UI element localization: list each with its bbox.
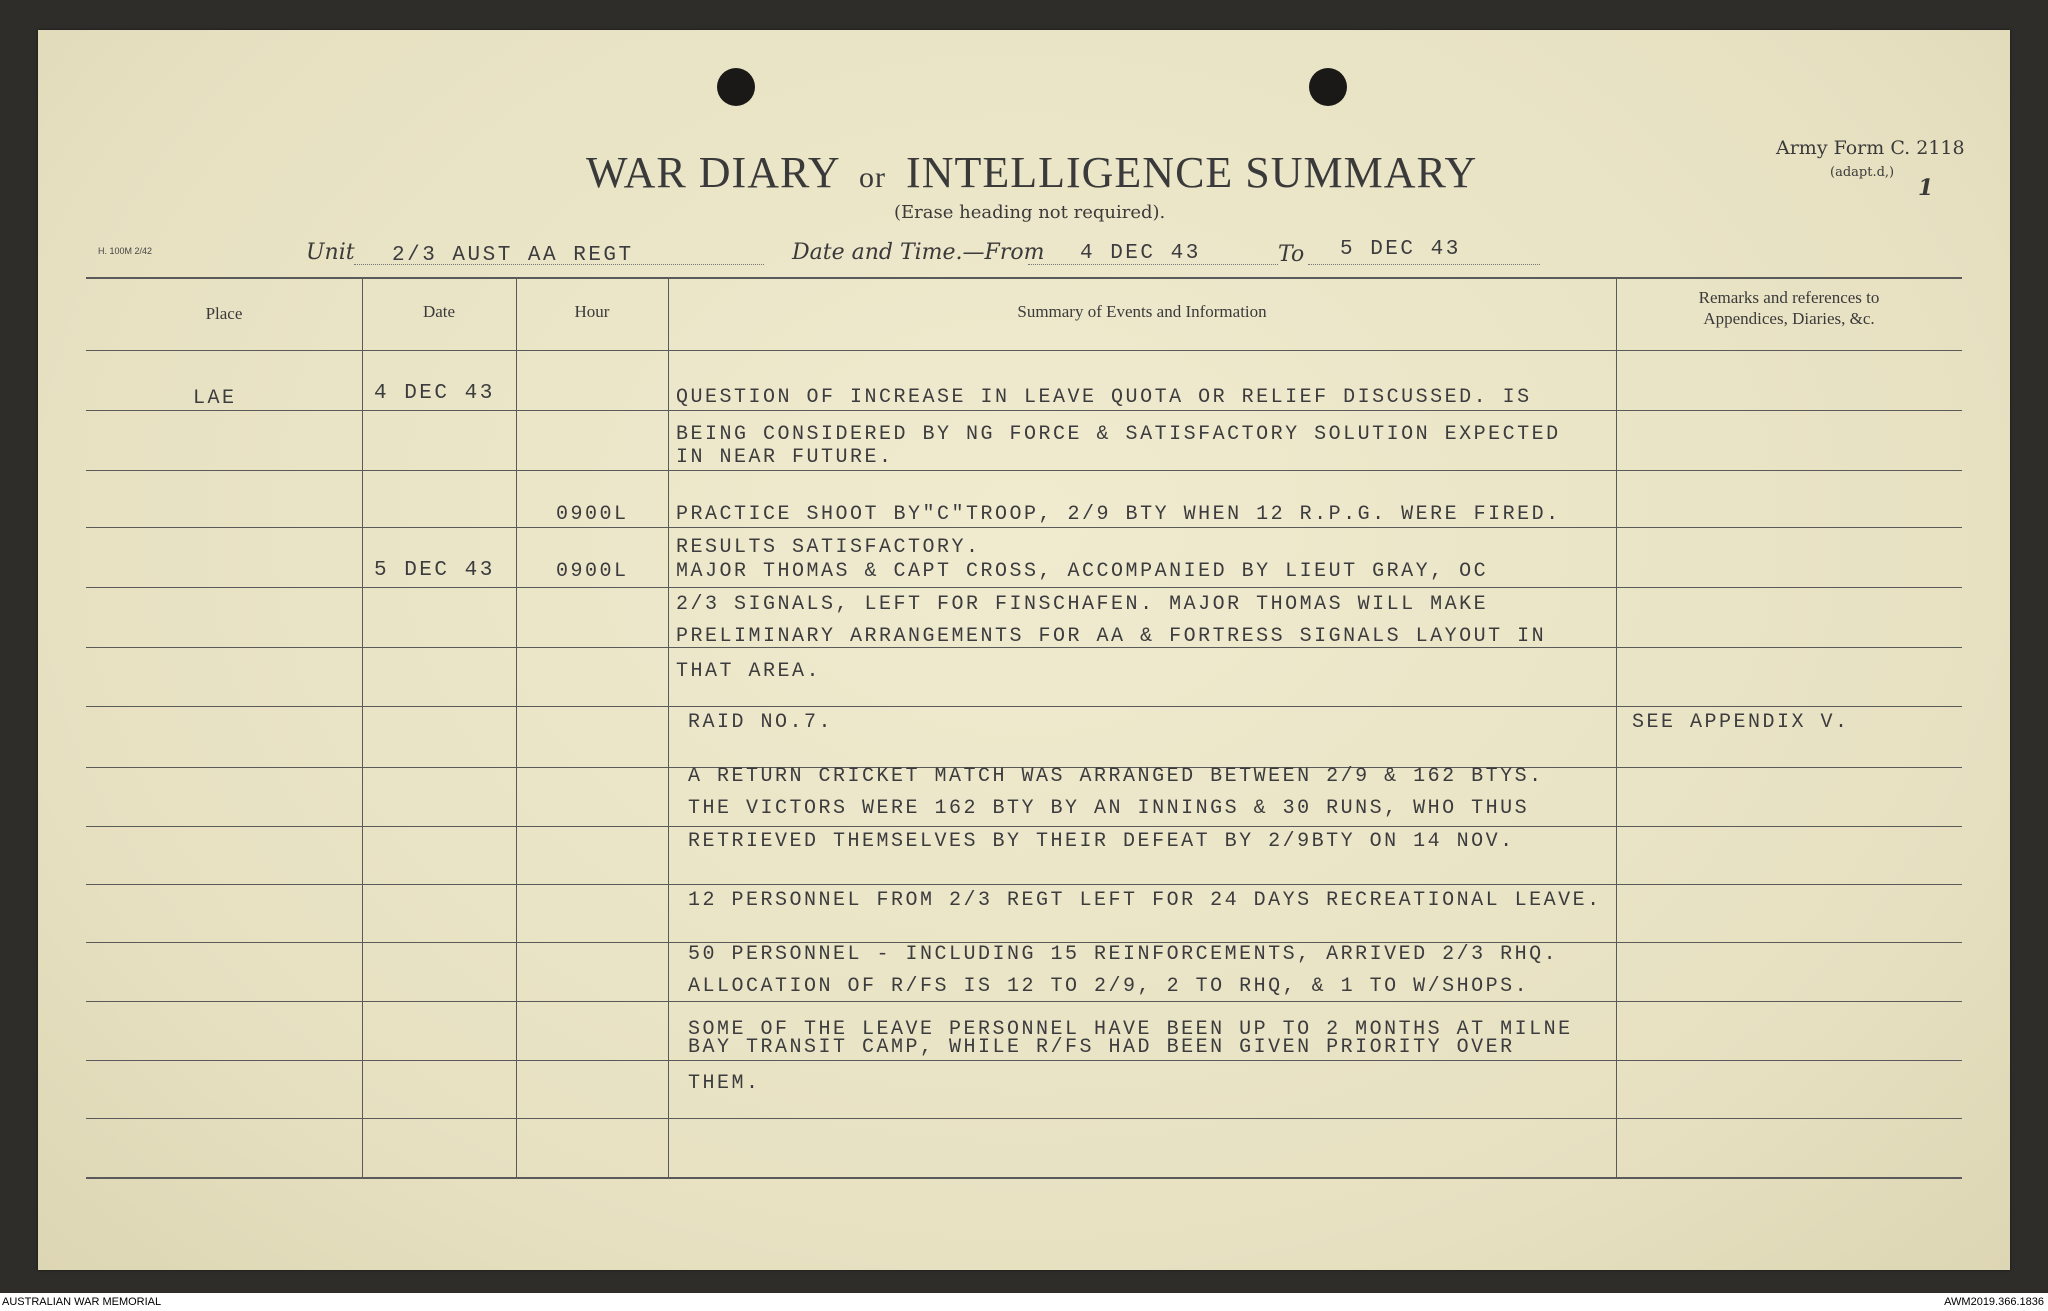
title-intelligence-summary: INTELLIGENCE SUMMARY <box>906 148 1478 197</box>
entry-summary: THAT AREA. <box>676 660 822 683</box>
row-rule <box>86 350 1962 351</box>
header-summary: Summary of Events and Information <box>1017 302 1267 321</box>
title-subheading: (Erase heading not required). <box>894 202 1166 223</box>
row-rule <box>86 884 1962 885</box>
title-war-diary: WAR DIARY <box>586 148 840 197</box>
entry-summary: PRACTICE SHOOT BY"C"TROOP, 2/9 BTY WHEN 12 R.P.G. WERE FIRED. <box>676 503 1561 526</box>
header-place: Place <box>205 304 243 323</box>
entry-summary: BEING CONSIDERED BY NG FORCE & SATISFACTORY SOLUTION EXPECTED <box>676 423 1561 446</box>
entry-summary: IN NEAR FUTURE. <box>676 446 894 469</box>
row-rule <box>86 527 1962 528</box>
footer-source: AUSTRALIAN WAR MEMORIAL <box>2 1296 162 1308</box>
entry-hour: 0900L <box>556 503 629 526</box>
entry-summary: A RETURN CRICKET MATCH WAS ARRANGED BETWEEN 2/9 & 162 BTYS. <box>688 765 1544 788</box>
entry-summary: THE VICTORS WERE 162 BTY BY AN INNINGS & 30 RUNS, WHO THUS <box>688 797 1530 820</box>
entry-summary: 12 PERSONNEL FROM 2/3 REGT LEFT FOR 24 DAYS RECREATIONAL LEAVE. <box>688 889 1602 912</box>
entry-summary: SOME OF THE LEAVE PERSONNEL HAVE BEEN UP TO 2 MONTHS AT MILNE <box>688 1018 1573 1041</box>
entry-summary: RESULTS SATISFACTORY. <box>676 536 981 559</box>
table-bottom-rule <box>86 1177 1962 1179</box>
entry-date: 5 DEC 43 <box>374 559 495 582</box>
row-rule <box>86 1060 1962 1061</box>
entry-summary: PRELIMINARY ARRANGEMENTS FOR AA & FORTRESS SIGNALS LAYOUT IN <box>676 625 1547 648</box>
column-rule <box>668 279 669 1177</box>
document-page <box>38 30 2010 1270</box>
row-rule <box>86 1118 1962 1119</box>
column-rule <box>362 279 363 1177</box>
column-rule <box>1616 279 1617 1177</box>
archive-footer <box>0 1293 2048 1311</box>
to-label: To <box>1278 242 1305 267</box>
army-form-adapted: (adapt.d,) <box>1830 165 1895 180</box>
entry-summary: 50 PERSONNEL - INCLUDING 15 REINFORCEMENTS, ARRIVED 2/3 RHQ. <box>688 943 1559 966</box>
title-or: or <box>859 161 887 194</box>
entry-hour: 0900L <box>556 560 629 583</box>
entry-summary: THEM. <box>688 1072 761 1095</box>
form-title <box>586 147 1477 198</box>
row-rule <box>86 410 1962 411</box>
entry-place: LAE <box>193 387 237 410</box>
punch-hole-right <box>1309 68 1347 106</box>
unit-label: Unit <box>306 240 355 265</box>
header-remarks: Remarks and references to <box>1698 288 1880 307</box>
from-date-value: 4 DEC 43 <box>1080 242 1201 265</box>
print-code: H. 100M 2/42 <box>98 246 153 256</box>
entry-summary: 2/3 SIGNALS, LEFT FOR FINSCHAFEN. MAJOR THOMAS WILL MAKE <box>676 593 1489 616</box>
page-mark: 1 <box>1918 175 1934 201</box>
entry-summary: MAJOR THOMAS & CAPT CROSS, ACCOMPANIED BY LIEUT GRAY, OC <box>676 560 1489 583</box>
entry-summary: RETRIEVED THEMSELVES BY THEIR DEFEAT BY 2/9BTY ON 14 NOV. <box>688 830 1515 853</box>
entry-remarks: SEE APPENDIX V. <box>1632 711 1850 734</box>
punch-hole-left <box>717 68 755 106</box>
column-rule <box>516 279 517 1177</box>
header-remarks-2: Appendices, Diaries, &c. <box>1703 309 1875 328</box>
entry-summary: RAID NO.7. <box>688 711 834 734</box>
entry-date: 4 DEC 43 <box>374 382 495 405</box>
army-form-number: Army Form C. 2118 <box>1776 137 1965 159</box>
row-rule <box>86 470 1962 471</box>
table-top-rule <box>86 277 1962 279</box>
row-rule <box>86 587 1962 588</box>
unit-value: 2/3 AUST AA REGT <box>392 244 634 267</box>
date-time-label: Date and Time.—From <box>792 240 1045 265</box>
footer-accession-number: AWM2019.366.1836 <box>1944 1296 2044 1308</box>
entry-summary: ALLOCATION OF R/FS IS 12 TO 2/9, 2 TO RHQ, & 1 TO W/SHOPS. <box>688 975 1530 998</box>
row-rule <box>86 706 1962 707</box>
to-date-value: 5 DEC 43 <box>1340 238 1461 261</box>
header-hour: Hour <box>574 302 610 321</box>
entry-summary: QUESTION OF INCREASE IN LEAVE QUOTA OR RELIEF DISCUSSED. IS <box>676 386 1532 409</box>
header-date: Date <box>422 302 456 321</box>
row-rule <box>86 1001 1962 1002</box>
entry-summary: BAY TRANSIT CAMP, WHILE R/FS HAD BEEN GIVEN PRIORITY OVER <box>688 1036 1515 1059</box>
row-rule <box>86 826 1962 827</box>
to-underline <box>1308 264 1540 265</box>
